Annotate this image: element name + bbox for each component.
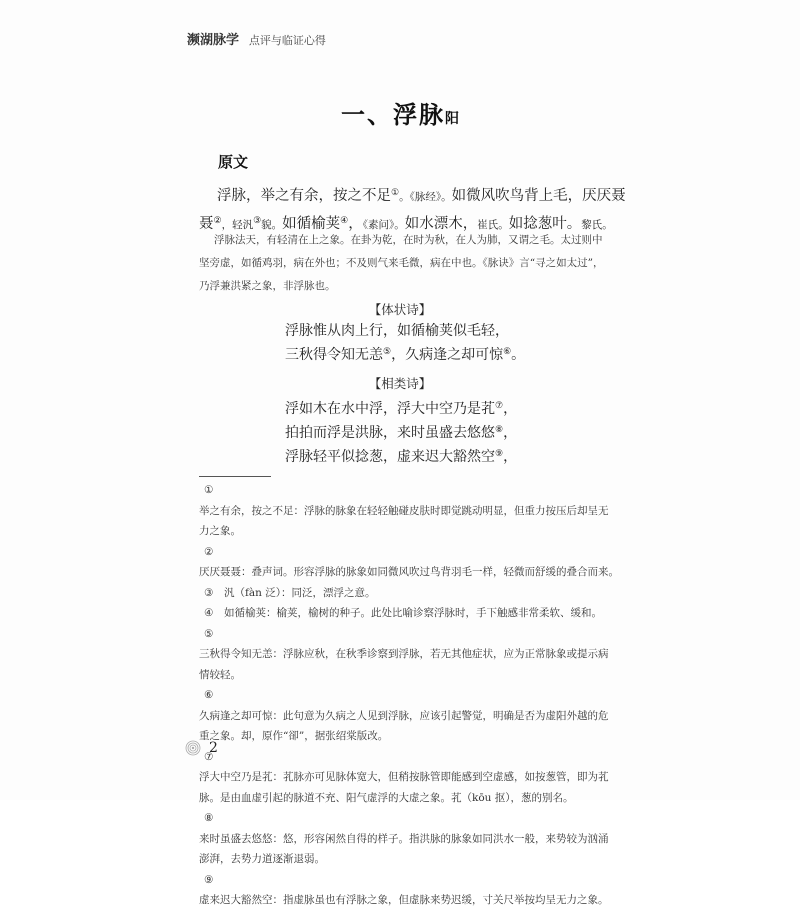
footnote-item: ⑦浮大中空乃是芤：芤脉亦可见脉体宽大，但稍按脉管即能感到空虚感，如按葱管，即为芤 脉。是由血虚引起的脉道不充、阳气虚浮的大虚之象。芤（kōu 抠），葱的别名。 (199, 750, 609, 804)
footnote-item: ③ 汎（fàn 泛）：同泛，漂浮之意。 (204, 586, 376, 599)
citation: 崔氏。 (477, 219, 509, 231)
footnote-divider (199, 476, 271, 477)
chapter-title (0, 95, 800, 130)
commentary-line: 浮脉法天，有轻清在上之象。在卦为乾，在时为秋，在人为肺，又谓之毛。太过则中 (214, 234, 603, 246)
poem-line: 拍拍而浮是洪脉，来时虽盛去悠悠⑧， (285, 425, 518, 441)
footnote-ref: ⑧ (495, 425, 504, 435)
footnote-item: ⑨虚来迟大豁然空：指虚脉虽也有浮脉之象，但虚脉来势迟缓，寸关尺举按均呈无力之象。 (199, 873, 609, 906)
footnote-item: ④ 如循榆荚：榆荚，榆树的种子。此处比喻诊察浮脉时，手下触感非常柔软、缓和。 (204, 607, 602, 619)
citation: 黎氏。 (581, 219, 613, 231)
page-number: 2 (209, 740, 218, 756)
footnote-ref: ③ (253, 216, 262, 226)
poem-line: 三秋得令知无恙⑤，久病逢之却可惊⑥。 (285, 347, 526, 363)
original-line-2: 聂②，轻汎③貌。如循榆荚④，《素问》。如水漂木，崔氏。如捻葱叶。黎氏。 (199, 216, 613, 232)
poem-line: 浮脉惟从肉上行，如循榆荚似毛轻， (285, 323, 509, 339)
book-title: 濒湖脉学 (187, 33, 240, 48)
footnote-ref: ⑤ (383, 347, 392, 357)
footnote-ref: ⑥ (503, 347, 512, 357)
footnote-item: ②厌厌聂聂：叠声词。形容浮脉的脉象如同微风吹过鸟背羽毛一样，轻微而舒缓的叠合而来。 (199, 545, 619, 578)
footnote-item: ⑧来时虽盛去悠悠：悠，形容闲然自得的样子。指洪脉的脉象如同洪水一般，来势较为汹涌 澎湃，去势力道逐渐退弱。 (199, 812, 609, 865)
footnote-item: ⑤三秋得令知无恙：浮脉应秋，在秋季诊察到浮脉，若无其他症状，应为正常脉象或提示病 情较轻。 (199, 627, 609, 681)
footnote-item: ⑥久病逢之却可惊：此句意为久病之人见到浮脉，应该引起警觉，明确是否为虚阳外越的危 重之象。却，原作“卻”，据张绍棠版改。 (199, 689, 609, 742)
footnote-ref: ② (213, 216, 222, 226)
footnote-ref: ④ (340, 216, 349, 226)
footnote-ref: ⑨ (495, 449, 504, 459)
poem-line: 浮如木在水中浮，浮大中空乃是芤⑦， (285, 401, 518, 417)
footnote-item: ①举之有余，按之不足：浮脉的脉象在轻轻触碰皮肤时即觉跳动明显，但重力按压后却呈无 力之象。 (199, 484, 609, 537)
poem-xianglei (285, 396, 517, 468)
poem-line: 浮脉轻平似捻葱，虚来迟大豁然空⑨， (285, 449, 518, 465)
chapter-yin-yang: 阳 (445, 111, 459, 127)
citation: 《素问》。 (362, 219, 405, 231)
commentary-line: 乃浮兼洪紧之象，非浮脉也。 (199, 280, 336, 292)
poem-title-tizhuang: 【体状诗】 (368, 302, 432, 317)
footnote-ref: ⑦ (495, 401, 504, 411)
poem-title-xianglei: 【相类诗】 (368, 376, 432, 391)
spiral-ornament-icon (185, 740, 201, 756)
commentary-line: 坚旁虚，如循鸡羽，病在外也；不及则气来毛微，病在中也。《脉诀》言“寻之如太过”， (199, 257, 604, 269)
chapter-title-text: 一、浮脉 (341, 100, 445, 129)
footnotes (199, 480, 627, 911)
footnote-ref: ① (391, 188, 400, 198)
citation: 。《脉经》。 (399, 191, 452, 203)
section-heading: 原文 (218, 153, 249, 171)
original-line-1: 浮脉，举之有余，按之不足①。《脉经》。如微风吹鸟背上毛，厌厌聂 (217, 188, 626, 204)
running-head (187, 29, 326, 48)
poem-tizhuang (285, 321, 525, 366)
commentary (199, 229, 624, 298)
book-subtitle: 点评与临证心得 (248, 34, 326, 47)
